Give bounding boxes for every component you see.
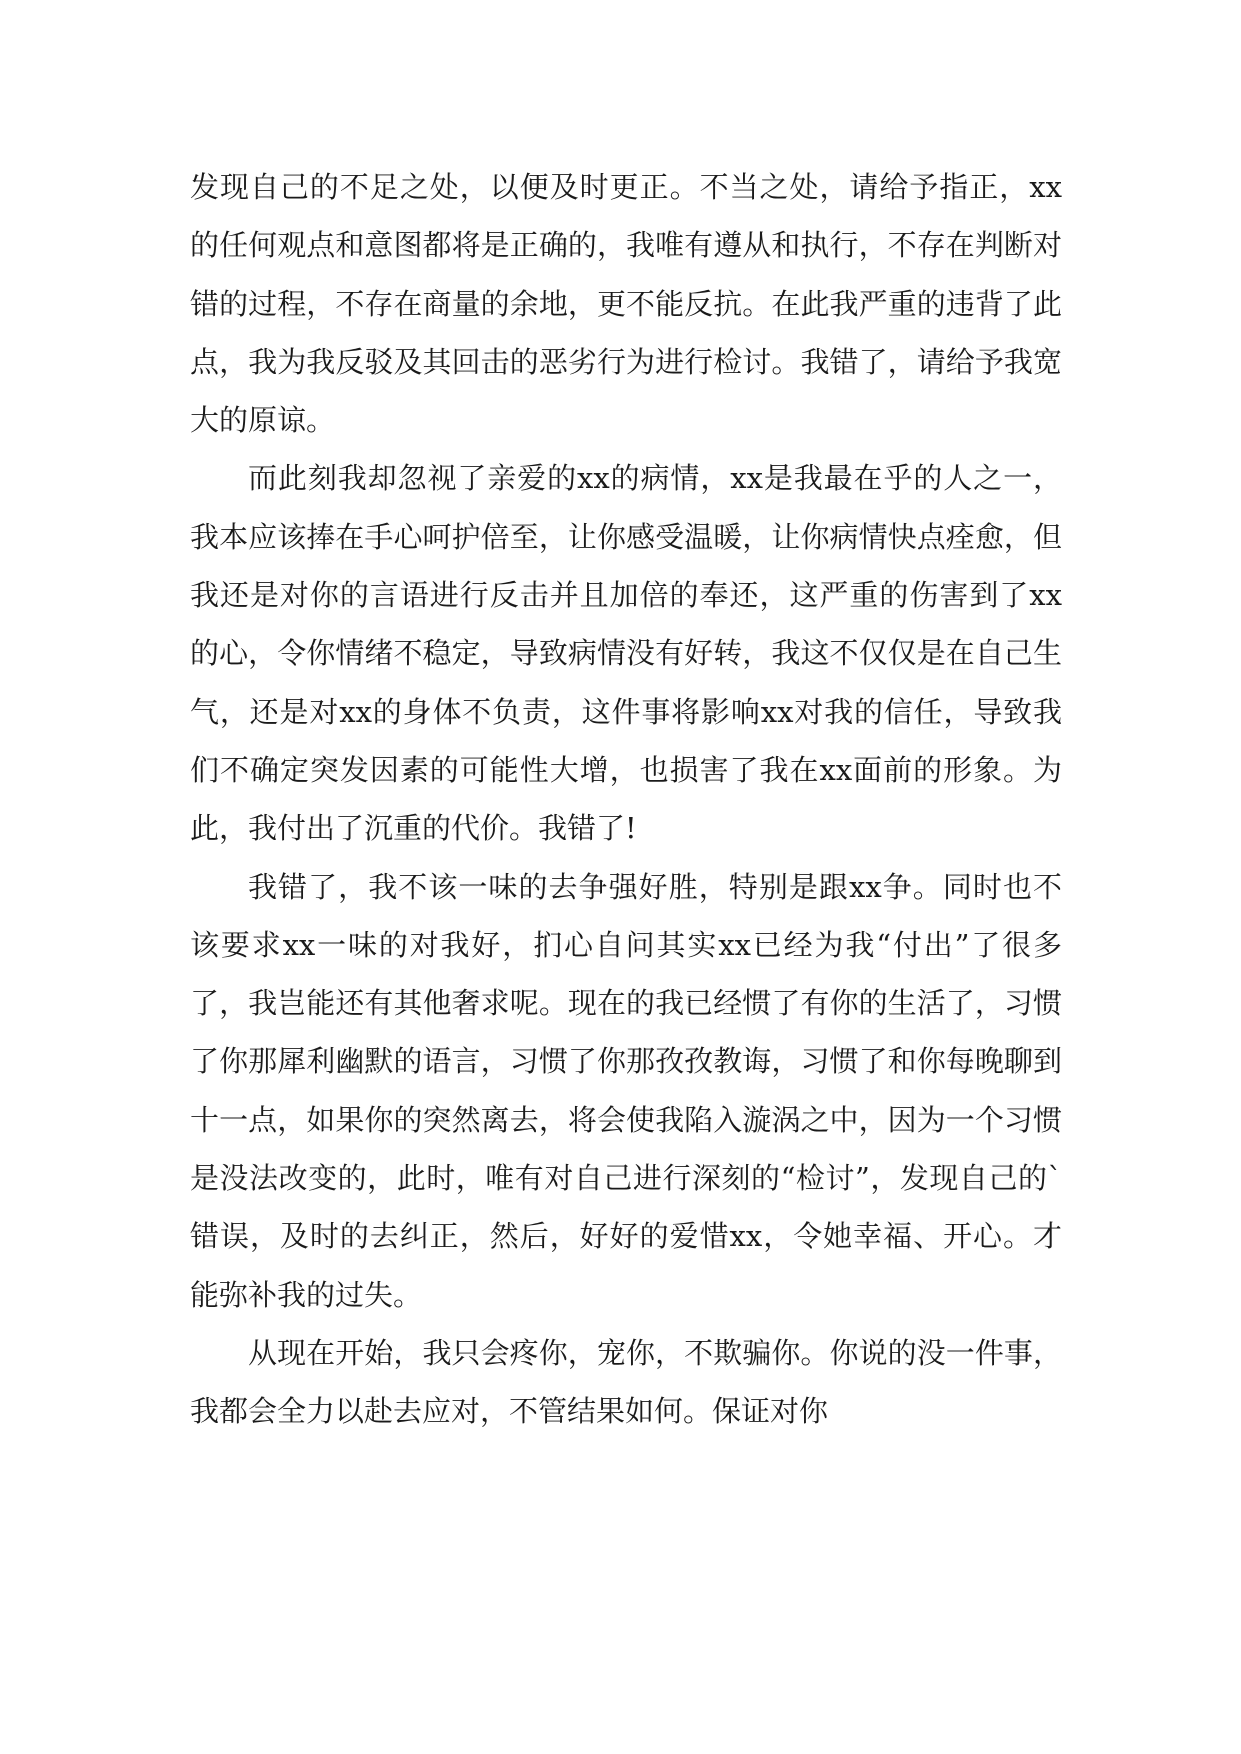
paragraph-1: 发现自己的不足之处，以便及时更正。不当之处，请给予指正，xx的任何观点和意图都将是正确的，我唯有遵从和执行，不存在判断对错的过程，不存在商量的余地，更不能反抗。在此我严重的违背了此点，我为我反驳及其回击的恶劣行为进行检讨。我错了，请给予我宽大的原谅。 <box>190 170 1062 438</box>
paragraph-3: 我错了，我不该一味的去争强好胜，特别是跟xx争。同时也不该要求xx一味的对我好，扪心自问其实xx已经为我“付出”了很多了，我岂能还有其他奢求呢。现在的我已经惯了有你的生活了，习惯了你那犀利幽默的语言，习惯了你那孜孜教诲，习惯了和你每晚聊到十一点，如果你的突然离去，将会使我陷入漩涡之中，因为一个习惯是没法改变的，此时，唯有对自己进行深刻的“检讨”，发现自己的`错误，及时的去纠正，然后，好好的爱惜xx，令她幸福、开心。才能弥补我的过失。 <box>190 869 1062 1312</box>
document-body <box>190 158 1062 1441</box>
paragraph-4: 从现在开始，我只会疼你，宠你，不欺骗你。你说的没一件事，我都会全力以赴去应对，不管结果如何。保证对你 <box>190 1335 1062 1429</box>
paragraph-2: 而此刻我却忽视了亲爱的xx的病情，xx是我最在乎的人之一，我本应该捧在手心呵护倍至，让你感受温暖，让你病情快点痊愈，但我还是对你的言语进行反击并且加倍的奉还，这严重的伤害到了xx的心，令你情绪不稳定，导致病情没有好转，我这不仅仅是在自己生气，还是对xx的身体不负责，这件事将影响xx对我的信任，导致我们不确定突发因素的可能性大增，也损害了我在xx面前的形象。为此，我付出了沉重的代价。我错了! <box>190 461 1062 846</box>
